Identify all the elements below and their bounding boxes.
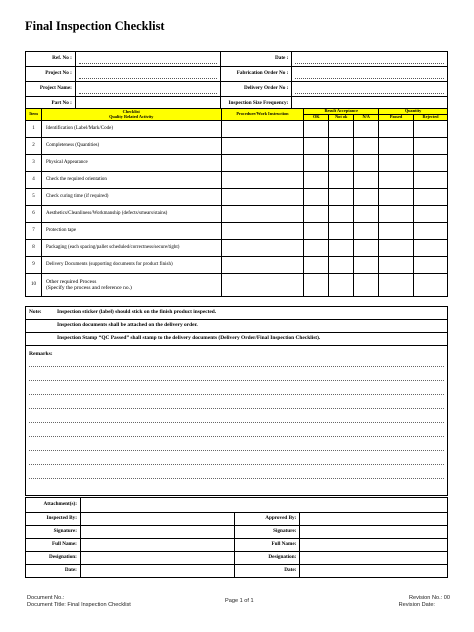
remarks-box[interactable] [25,345,448,496]
attachments-table [25,497,448,513]
table-row: 6 Aesthetics/Cleanliness/Workmanship (defects/smears/stains) [26,206,448,223]
approved-by-field[interactable] [300,513,448,526]
approver-designation-field[interactable] [300,552,448,565]
note-line: Inspection Stamp “QC Passed” shall stamp to the delivery documents (Delivery Order/Final Inspection Checklist). [55,333,448,346]
designation-label: Designation: [26,552,81,565]
rejected-header: Rejected [414,115,448,121]
na-header: N/A [354,115,379,121]
notes-table [25,306,448,346]
inspection-size-label: Inspection Size Frequency: [220,97,292,112]
designation-label: Designation: [235,552,300,565]
note-line: Inspection sticker (label) should stick on the finish product inspected. [55,307,448,320]
table-row: 3 Physical Appearance [26,155,448,172]
signature-label: Signature: [26,526,81,539]
delivery-order-label: Delivery Order No : [220,82,292,97]
table-row: 1 Identification (Label/Mark/Code) [26,121,448,138]
date-label: Date: [235,565,300,578]
footer-revision-date: Revision Date: [398,602,435,608]
page-title: Final Inspection Checklist [25,19,165,33]
result-acceptance-header: Result Acceptance [304,109,379,115]
date-field[interactable] [292,52,448,67]
part-no-label: Part No : [26,97,76,112]
footer-revision-no: Revision No.: 00 [408,595,450,601]
inspector-signature-field[interactable] [80,526,235,539]
not-ok-header: Not ok [329,115,354,121]
remarks-label: Remarks: [29,351,53,357]
project-no-label: Project No : [26,67,76,82]
delivery-order-field[interactable] [292,82,448,97]
footer-document-no: Document No.: [27,595,65,601]
table-row: 10 Other required Process (Specify the process and reference no.) [26,274,448,297]
table-row: 8 Packaging (each spacing/pallet scheduled/correctness/secure/tight) [26,240,448,257]
note-label: Note: [26,307,56,320]
full-name-label: Full Name: [235,539,300,552]
passed-header: Passed [379,115,414,121]
date-label: Date : [220,52,292,67]
attachments-label: Attachment(s): [26,498,81,513]
footer-document-title: Document Title: Final Inspection Checklist [27,602,131,608]
date-label: Date: [26,565,81,578]
table-row: 5 Check curing time (if required) [26,189,448,206]
ok-header: OK [304,115,329,121]
approver-signature-field[interactable] [300,526,448,539]
inspected-by-field[interactable] [80,513,235,526]
ref-no-label: Ref. No : [26,52,76,67]
full-name-label: Full Name: [26,539,81,552]
inspector-designation-field[interactable] [80,552,235,565]
project-name-field[interactable] [75,82,220,97]
quantity-header: Quantity [379,109,448,115]
table-row: 2 Completeness (Quantities) [26,138,448,155]
project-no-field[interactable] [75,67,220,82]
procedure-header: Procedure/Work Instruction [221,109,304,121]
note-line: Inspection documents shall be attached on the delivery order. [55,320,448,333]
table-row: 9 Delivery Documents (supporting documents for product finish) [26,257,448,274]
approved-by-label: Approved By: [235,513,300,526]
table-row: 7 Protection tape [26,223,448,240]
checklist-table [25,108,448,297]
inspected-by-label: Inspected By: [26,513,81,526]
header-info-table [25,51,448,112]
item-header: Item [26,109,42,121]
footer-page-number: Page 1 of 1 [225,598,254,604]
signoff-table [25,512,448,578]
table-row: 4 Check the required orientation [26,172,448,189]
fabrication-order-label: Fabrication Order No : [220,67,292,82]
attachments-field[interactable] [80,498,447,513]
checklist-header: Checklist Quality Related Activity [41,109,221,121]
inspector-full-name-field[interactable] [80,539,235,552]
inspector-date-field[interactable] [80,565,235,578]
approver-date-field[interactable] [300,565,448,578]
fabrication-order-field[interactable] [292,67,448,82]
signature-label: Signature: [235,526,300,539]
approver-full-name-field[interactable] [300,539,448,552]
ref-no-field[interactable] [75,52,220,67]
project-name-label: Project Name: [26,82,76,97]
